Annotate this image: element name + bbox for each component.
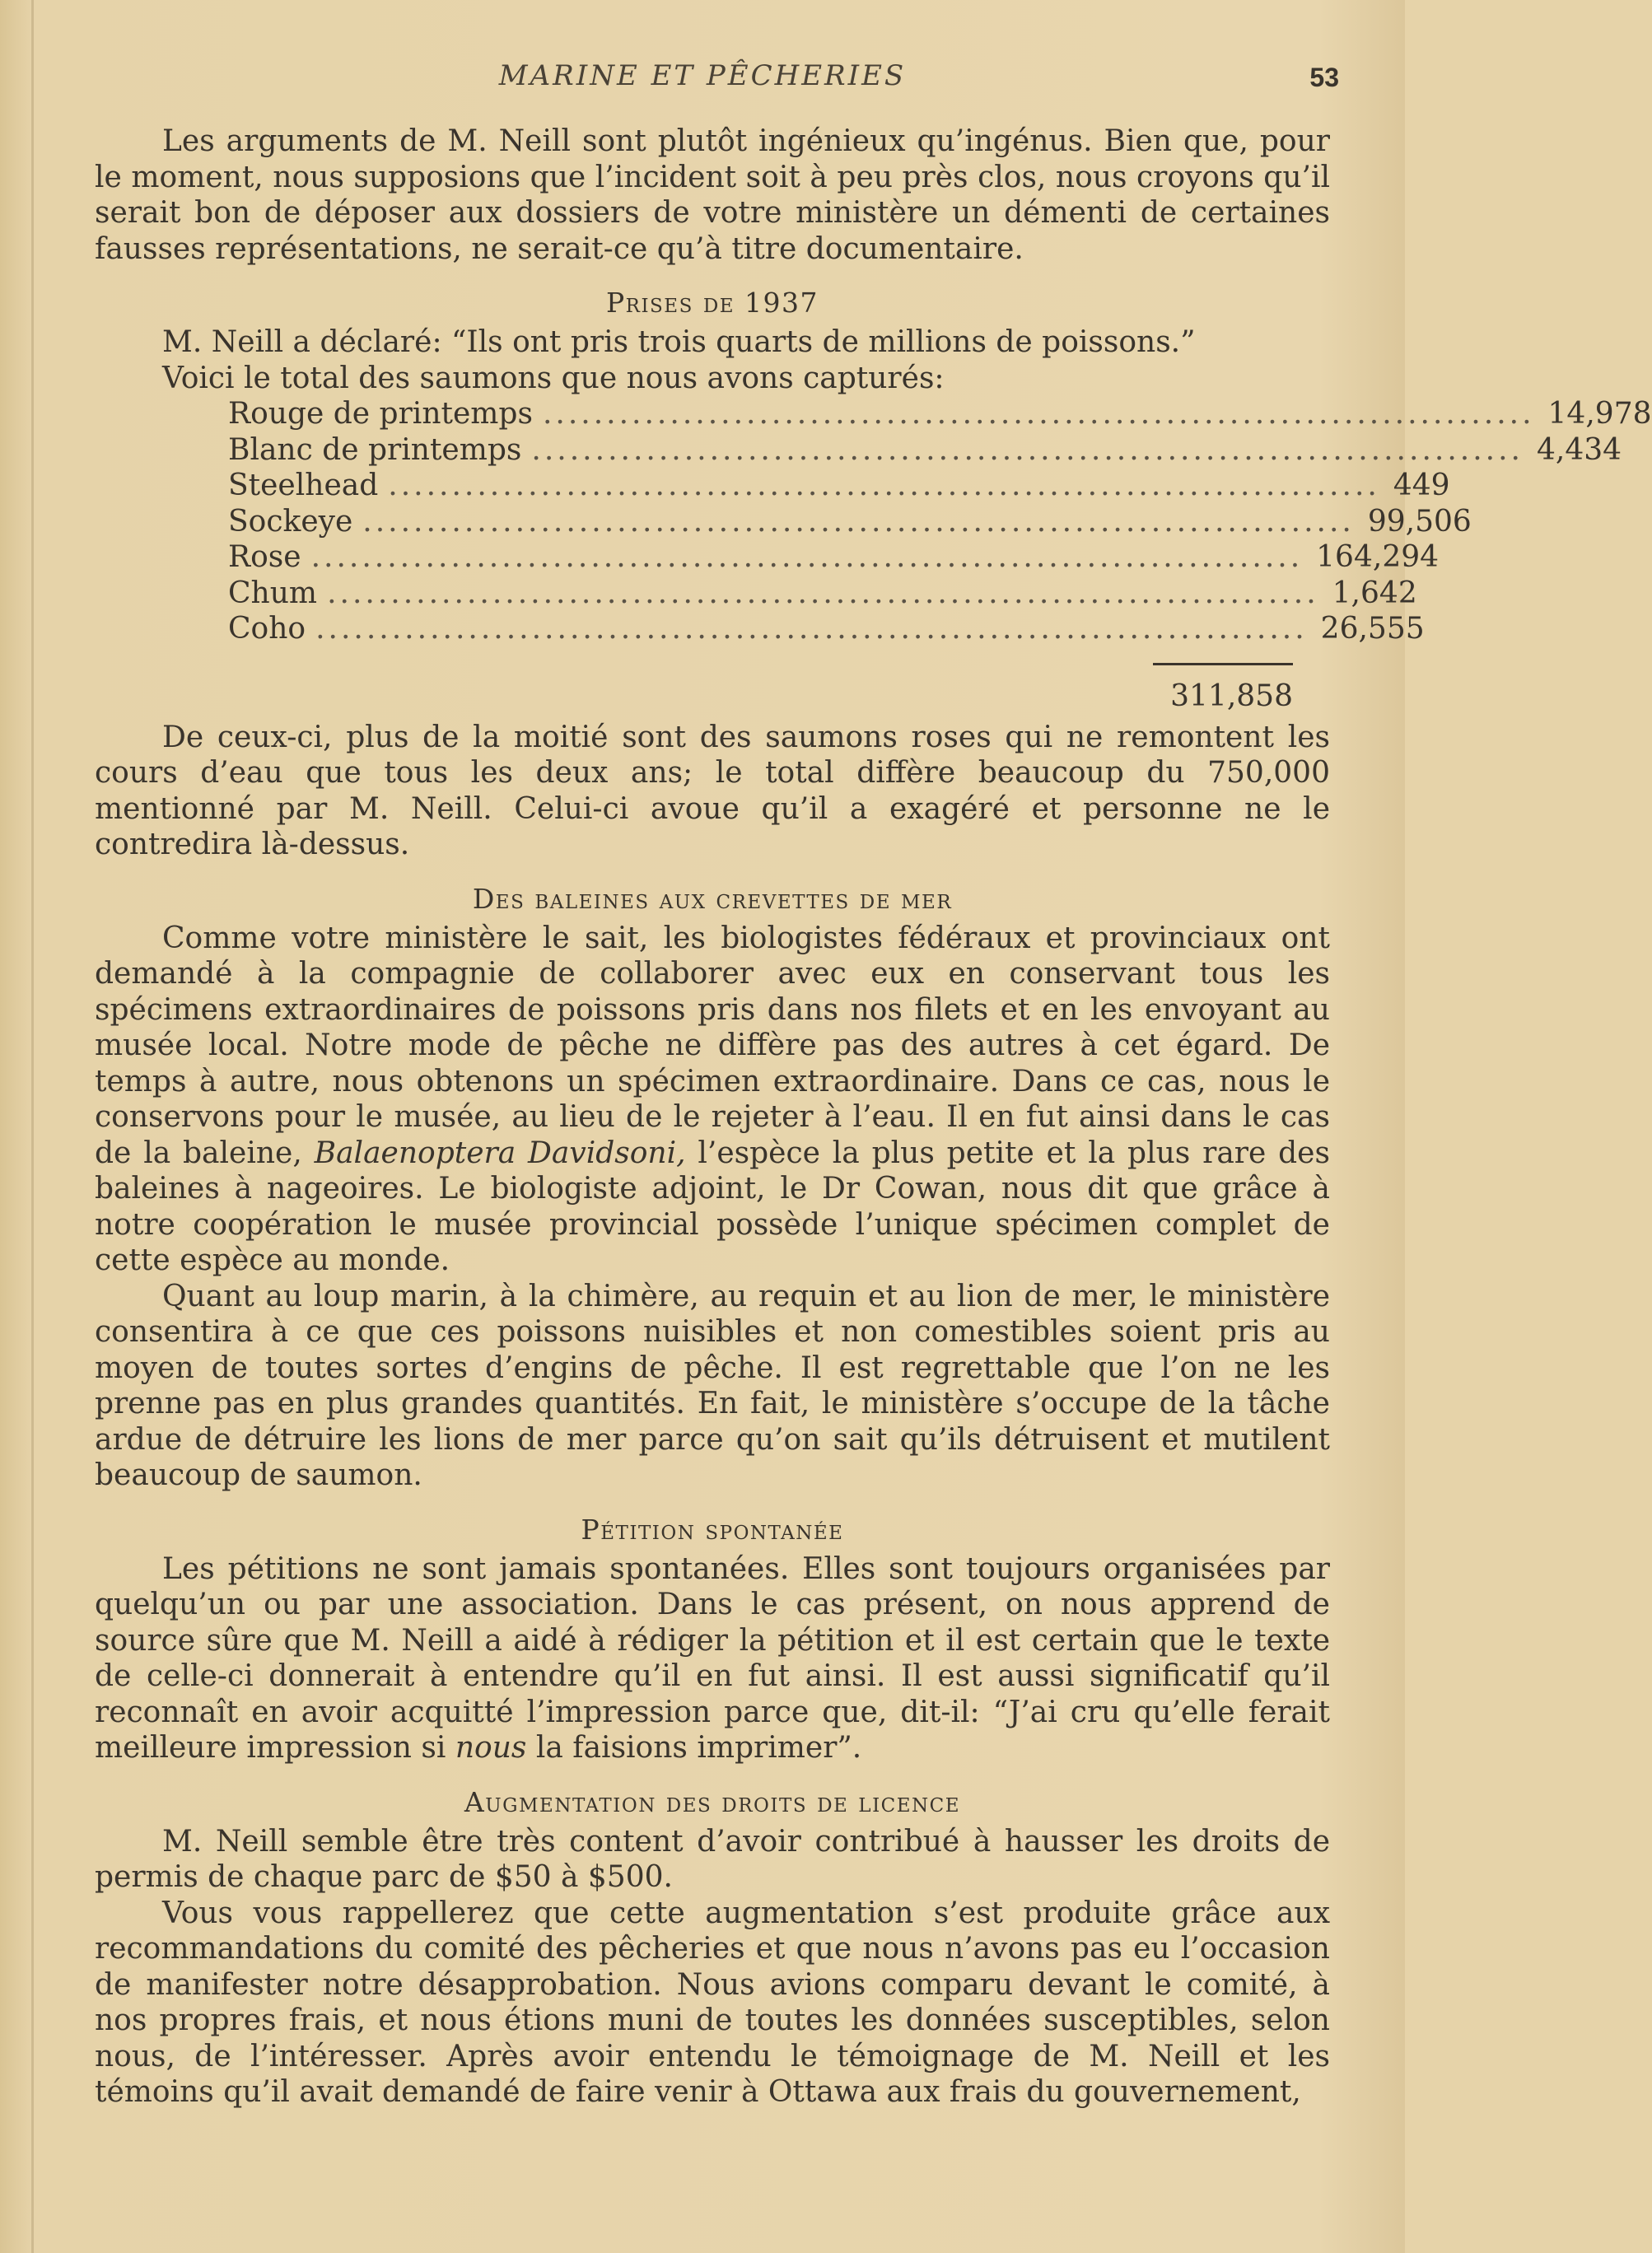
row-value: 449: [1393, 469, 1450, 502]
petition-emphasis: nous: [455, 1731, 527, 1765]
species-name: Balaenoptera Davidsoni,: [314, 1136, 686, 1170]
heading-prises: Prises de 1937: [605, 287, 819, 319]
row-value: 99,506: [1367, 504, 1472, 539]
table-row: [228, 539, 1440, 576]
row-label: Sockeye: [228, 504, 353, 539]
baleines-paragraph-2: Quant au loup marin, à la chimère, au requin et au lion de mer, le ministère consentira à ce que ces poissons nuisibles et non comestibles soient pris au moyen de toutes sortes d’engins de pêche. Il est regrettable que l’on ne les prenne pas en plus grandes quantités. En fait, le ministère s’occupe de la tâche ardue de détruire les lions de mer parce qu’on sait qu’ils détruisent et mutilent beaucoup de saumon.: [95, 1279, 1330, 1492]
total-row: [228, 665, 1293, 720]
heading-baleines: Des baleines aux crevettes de mer: [472, 882, 953, 915]
augmentation-paragraph-2: Vous vous rappellerez que cette augmentation s’est produite grâce aux recommandations du comité des pêcheries et que nous n’avons pas eu l’occasion de manifester notre désapprobation. Nous avions comparu devant le comité, à nos propres frais, et nous étions muni de toutes les données susceptibles, selon nous, de l’intéresser. Après avoir entendu le témoignage de M. Neill et les témoins qu’il avait demandé de faire venir à Ottawa aux frais du gouvernement,: [95, 1896, 1330, 2109]
table-row: [228, 432, 1622, 469]
row-value: 26,555: [1320, 612, 1425, 646]
total-rule-row: [228, 647, 1293, 665]
petition-paragraph: [95, 1551, 1330, 1766]
baleines-p1-text: Comme votre ministère le sait, les biologistes fédéraux et provinciaux ont demandé à la compagnie de collaborer avec eux en conservant tous les spécimens extraordinaires de poissons pris dans nos filets et en les envoyant au musée local. Notre mode de pêche ne diffère pas des autres à cet égard. De temps à autre, nous obtenons un spécimen extraordinaire. Dans ce cas, nous le conservons pour le musée, au lieu de le rejeter à l’eau. Il en fut ainsi dans le cas de la baleine,: [95, 921, 1330, 1170]
row-label: Chum: [228, 576, 318, 610]
page-header: [0, 59, 1405, 100]
leader-dots: ..............................................................................: [362, 504, 1355, 539]
row-label: Blanc de printemps: [228, 432, 522, 467]
leader-dots: ..............................................................................: [388, 469, 1380, 502]
row-label: Rose: [228, 540, 301, 574]
leader-dots: ..............................................................................: [310, 540, 1304, 574]
heading-augmentation: Augmentation des droits de licence: [464, 1785, 961, 1818]
row-value: 14,978: [1547, 397, 1652, 431]
row-value: 4,434: [1537, 432, 1622, 467]
row-label: Rouge de printemps: [228, 397, 533, 431]
table-row: [228, 396, 1652, 432]
row-value: 1,642: [1332, 576, 1417, 610]
total-value: 311,858: [1170, 679, 1293, 713]
table-row: [228, 611, 1425, 647]
heading-petition: Pétition spontanée: [581, 1513, 844, 1546]
row-value: 164,294: [1316, 540, 1440, 574]
table-intro: Voici le total des saumons que nous avons capturés:: [162, 361, 945, 395]
petition-text-end: la faisions imprimer”.: [535, 1731, 862, 1765]
binding-edge: [31, 0, 34, 2253]
baleines-paragraph-1: [95, 921, 1330, 1279]
row-label: Steelhead: [228, 469, 379, 502]
intro-paragraph: Les arguments de M. Neill sont plutôt ingénieux qu’ingénus. Bien que, pour le moment, nous supposions que l’incident soit à peu près clos, nous croyons qu’il serait bon de déposer aux dossiers de votre ministère un démenti de certaines fausses représentations, ne serait-ce qu’à titre documentaire.: [95, 124, 1330, 266]
table-row: [228, 576, 1417, 612]
leader-dots: ..............................................................................: [327, 576, 1319, 610]
catch-table: [228, 396, 1652, 720]
leader-dots: ..............................................................................: [315, 612, 1308, 646]
total-rule: [1153, 663, 1293, 665]
augmentation-paragraph-1: M. Neill semble être très content d’avoir contribué à hausser les droits de permis de chaque parc de $50 à $500.: [95, 1824, 1330, 1894]
table-row: [228, 468, 1450, 504]
page-body: [95, 124, 1652, 2111]
quote-line: M. Neill a déclaré: “Ils ont pris trois quarts de millions de poissons.”: [162, 325, 1196, 359]
page-number: 53: [1309, 63, 1339, 92]
running-title: MARINE ET PÊCHERIES: [498, 59, 907, 92]
leader-dots: ..............................................................................: [531, 432, 1524, 467]
after-table-paragraph: De ceux-ci, plus de la moitié sont des saumons roses qui ne remontent les cours d’eau que tous les deux ans; le total diffère beaucoup du 750,000 mentionné par M. Neill. Celui-ci avoue qu’il a exagéré et personne ne le contredira là-dessus.: [95, 720, 1330, 861]
table-row: [228, 504, 1472, 540]
petition-text: Les pétitions ne sont jamais spontanées. Elles sont toujours organisées par quelqu’un ou par une association. Dans le cas présent, on nous apprend de source sûre que M. Neill a aidé à rédiger la pétition et il est certain que le texte de celle-ci donnerait à entendre qu’il en fut ainsi. Il est aussi significatif qu’il reconnaît en avoir acquitté l’impression parce que, dit-il: “J’ai cru qu’elle ferait meilleure impression si: [95, 1551, 1330, 1765]
baleines-p1-text-end: l’espèce la plus petite et la plus rare des baleines à nageoires. Le biologiste adjoint, le Dr Cowan, nous dit que grâce à notre coopération le musée provincial possède l’unique spécimen complet de cette espèce au monde.: [95, 1136, 1330, 1277]
leader-dots: ..............................................................................: [542, 397, 1535, 431]
row-label: Coho: [228, 612, 306, 646]
